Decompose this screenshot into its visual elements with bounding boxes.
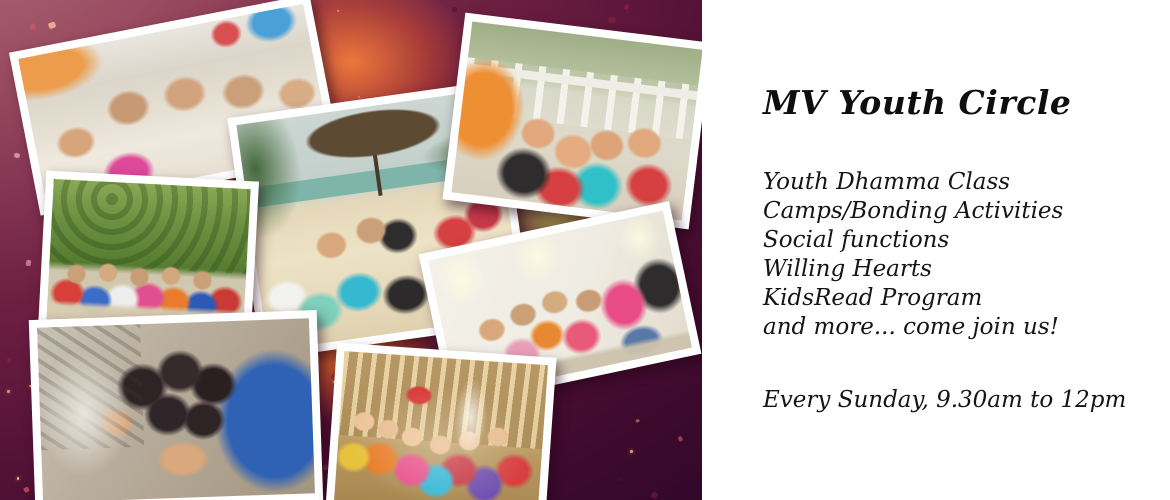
activity-item: and more... come join us! — [763, 314, 1059, 340]
photo-evening-image — [334, 351, 548, 500]
photo-huddle-image — [37, 318, 315, 500]
activity-item: Camps/Bonding Activities — [763, 198, 1064, 224]
photo-team-huddle — [29, 310, 323, 500]
activity-item: Youth Dhamma Class — [763, 169, 1011, 195]
photo-forest-image — [46, 179, 250, 331]
activities-list — [763, 168, 1150, 342]
photo-kids-image — [451, 22, 702, 221]
page-title: MV Youth Circle — [763, 83, 1072, 122]
activity-item: KidsRead Program — [763, 285, 983, 311]
photo-kids-cheering — [442, 13, 702, 230]
schedule-text: Every Sunday, 9.30am to 12pm — [763, 387, 1127, 413]
activity-item: Willing Hearts — [763, 256, 932, 282]
activity-item: Social functions — [763, 227, 950, 253]
photo-evening-group — [325, 343, 556, 500]
info-panel — [702, 0, 1170, 500]
